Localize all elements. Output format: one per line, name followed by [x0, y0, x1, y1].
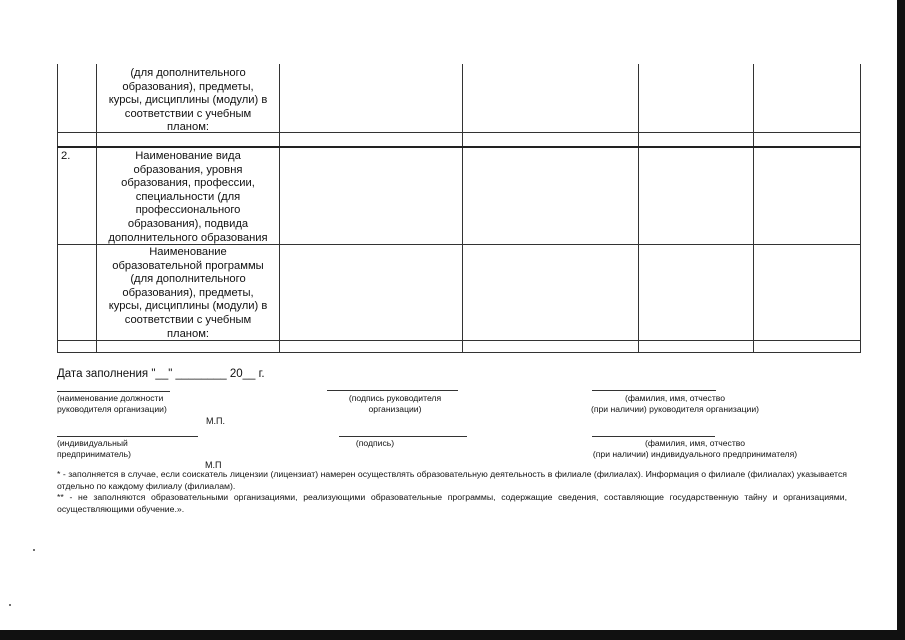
- scan-speck: [9, 604, 11, 606]
- table-cell-program-name: Наименование образовательной программы (для дополнительного образования), предметы, курсы, дисциплины (модули) в соответствии с учебным планом:: [108, 246, 268, 340]
- scan-border-right: [897, 0, 905, 640]
- table-cell-education-type: Наименование вида образования, уровня образования, профессии, специальности (для профессионального образования), подвида дополнительного образования: [108, 150, 268, 244]
- ie-position-line: [57, 436, 198, 437]
- org-signature-label: (подпись руководителя организации): [348, 393, 442, 414]
- ie-name-label: (фамилия, имя, отчество (при наличии) индивидуального предпринимателя): [592, 438, 798, 459]
- org-name-line: [592, 390, 716, 391]
- ie-signature-label: (подпись): [355, 438, 395, 448]
- table-border-bottom: [57, 352, 861, 353]
- table-col-divider: [462, 64, 463, 353]
- table-col-divider: [638, 64, 639, 353]
- footnote-2: ** - не заполняются образовательными организациями, реализующими образовательные программы, содержащие сведения, составляющие государственную тайну и организациями, осуществляющими обучение.».: [57, 492, 847, 515]
- table-col-divider: [753, 64, 754, 353]
- table-row-number: 2.: [61, 150, 71, 162]
- programs-table: [57, 64, 861, 353]
- org-position-label: (наименование должности руководителя организации): [57, 393, 167, 414]
- fill-date-line: Дата заполнения "__" ________ 20__ г.: [57, 368, 265, 380]
- org-signature-line: [327, 390, 458, 391]
- footnote-1: * - заполняется в случае, если соискатель лицензии (лицензиат) намерен осуществлять образовательную деятельность в филиале (филиалах). Информация о филиале (филиалах) указывается отдельно по каждому филиалу (филиалам).: [57, 469, 847, 491]
- table-border-left: [57, 64, 58, 353]
- org-name-label: (фамилия, имя, отчество (при наличии) руководителя организации): [591, 393, 759, 414]
- table-cell-program-continued: (для дополнительного образования), предметы, курсы, дисциплины (модули) в соответствии с учебным планом:: [108, 67, 268, 134]
- table-border-right: [860, 64, 861, 353]
- footnotes: [57, 469, 847, 516]
- scan-speck: [33, 549, 35, 551]
- table-col-divider: [279, 64, 280, 353]
- scan-border-bottom: [0, 630, 905, 640]
- stamp-place-org: М.П.: [206, 416, 225, 426]
- stamp-place-ie: М.П: [205, 460, 222, 470]
- ie-signature-line: [339, 436, 467, 437]
- table-row-line: [57, 146, 861, 148]
- org-position-line: [57, 391, 170, 392]
- ie-name-line: [592, 436, 715, 437]
- ie-position-label: (индивидуальный предприниматель): [57, 438, 132, 459]
